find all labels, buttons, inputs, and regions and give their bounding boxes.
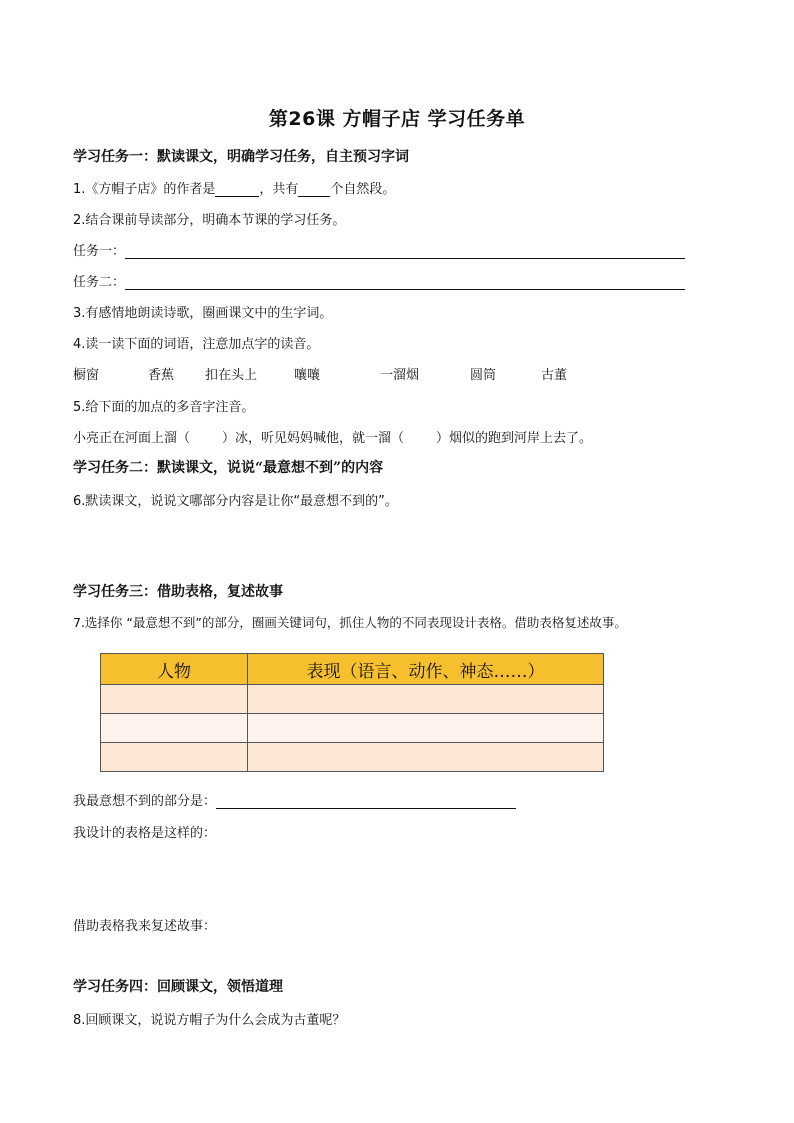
- unexpected-label: 我最意想不到的部分是：: [73, 794, 217, 809]
- q5-sentence-b: ）冰，听见妈妈喊他，就一溜（: [222, 431, 405, 446]
- goal-1-row: [73, 240, 685, 259]
- question-1: [73, 178, 395, 197]
- table-cell[interactable]: [248, 714, 604, 743]
- word-7: 古董: [541, 368, 568, 383]
- task1-heading: 学习任务一：默读课文，明确学习任务，自主预习字词: [73, 149, 409, 165]
- question-6: 6.默读课文，说说文哪部分内容是让你“最意想不到的”。: [73, 494, 398, 509]
- task3-heading: 学习任务三：借助表格，复述故事: [73, 584, 283, 600]
- retell-table: [100, 653, 604, 772]
- table-row: [101, 743, 604, 772]
- design-label: 我设计的表格是这样的：: [73, 826, 217, 841]
- table-cell[interactable]: [101, 743, 248, 772]
- task2-heading: 学习任务二：默读课文，说说“最意想不到”的内容: [73, 460, 384, 476]
- task4-heading: 学习任务四：回顾课文，领悟道理: [73, 979, 283, 995]
- unexpected-blank[interactable]: [216, 794, 516, 809]
- author-blank[interactable]: [215, 182, 259, 197]
- q5-sentence-a: 小亮正在河面上溜（: [73, 431, 191, 446]
- word-4: 嚷嚷: [294, 368, 321, 383]
- word-1: 橱窗: [73, 368, 100, 383]
- page-title: 第26课 方帽子店 学习任务单: [268, 108, 526, 130]
- goal-1-label: 任务一：: [73, 244, 126, 259]
- word-6: 圆筒: [470, 368, 497, 383]
- question-8: 8.回顾课文，说说方帽子为什么会成为古董呢？: [73, 1013, 346, 1028]
- question-4: 4.读一读下面的词语，注意加点字的读音。: [73, 337, 320, 352]
- goal-2-row: [73, 271, 685, 290]
- question-2: 2.结合课前导读部分，明确本节课的学习任务。: [73, 213, 346, 228]
- q1-text-a: 1.《方帽子店》的作者是: [73, 182, 216, 197]
- question-5: 5.给下面的加点的多音字注音。: [73, 400, 255, 415]
- word-5: 一溜烟: [380, 368, 420, 383]
- q1-text-c: 个自然段。: [330, 182, 396, 197]
- table-header-character: 人物: [101, 654, 248, 685]
- word-2: 香蕉: [148, 368, 175, 383]
- table-cell[interactable]: [101, 685, 248, 714]
- word-3: 扣在头上: [205, 368, 258, 383]
- unexpected-row: [73, 790, 516, 809]
- question-7: 7.选择你 “最意想不到”的部分，圈画关键词句，抓住人物的不同表现设计表格。借助表格复述故事。: [73, 615, 627, 630]
- table-cell[interactable]: [101, 714, 248, 743]
- table-row: [101, 714, 604, 743]
- q5-sentence-c: ）烟似的跑到河岸上去了。: [436, 431, 593, 446]
- goal-2-label: 任务二：: [73, 275, 126, 290]
- q5-sentence: [73, 427, 592, 446]
- goal-2-blank[interactable]: [125, 275, 685, 290]
- q1-text-b: ，共有: [259, 182, 299, 197]
- table-header-performance: 表现（语言、动作、神态……）: [248, 654, 604, 685]
- paragraph-count-blank[interactable]: [298, 182, 330, 197]
- table-row: [101, 685, 604, 714]
- question-3: 3.有感情地朗读诗歌，圈画课文中的生字词。: [73, 306, 333, 321]
- retell-label: 借助表格我来复述故事：: [73, 919, 217, 934]
- table-cell[interactable]: [248, 743, 604, 772]
- table-cell[interactable]: [248, 685, 604, 714]
- goal-1-blank[interactable]: [125, 244, 685, 259]
